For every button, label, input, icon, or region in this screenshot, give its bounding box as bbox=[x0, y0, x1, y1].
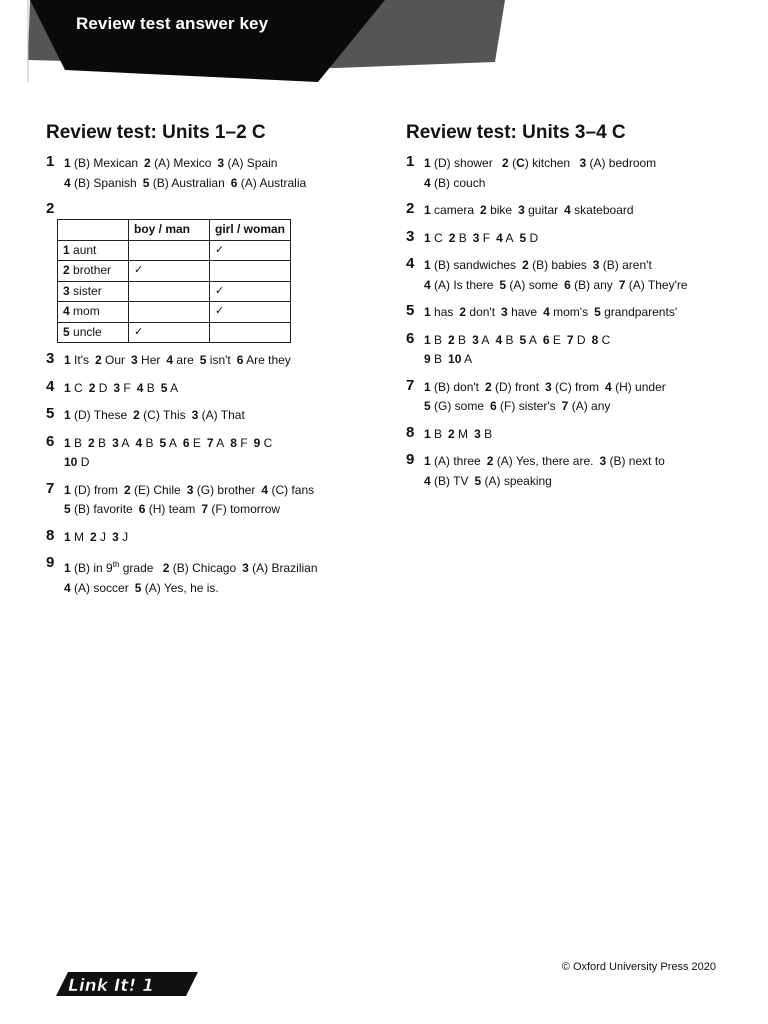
answer-number: 6 bbox=[230, 175, 238, 190]
row-label: 2 brother bbox=[58, 261, 129, 282]
answer-text: F bbox=[120, 380, 131, 395]
answer-number: 4 bbox=[135, 435, 143, 450]
answer-number: 7 bbox=[201, 502, 209, 516]
answer-text: (F) sister's bbox=[496, 399, 556, 413]
answer-line bbox=[424, 378, 736, 398]
answer-number: 4 bbox=[564, 203, 571, 217]
answer-text: A bbox=[167, 380, 179, 395]
answer-text: skateboard bbox=[570, 203, 634, 217]
answer-line bbox=[64, 406, 376, 426]
answer-number: 3 bbox=[545, 379, 552, 394]
answer-line bbox=[424, 350, 736, 370]
answer-number: 2 bbox=[144, 156, 151, 170]
answer-text: D bbox=[77, 455, 90, 469]
answer-text: (B) Australian bbox=[149, 175, 225, 190]
answer-line bbox=[64, 555, 376, 579]
answer-number: 2 bbox=[485, 379, 492, 394]
boy-cell bbox=[129, 240, 210, 261]
answer-number: 1 bbox=[64, 561, 71, 575]
answer-line bbox=[424, 256, 736, 276]
answer-number: 3 bbox=[472, 230, 480, 245]
question-6 bbox=[46, 434, 376, 473]
section-title-units-3-4: Review test: Units 3–4 C bbox=[406, 122, 626, 143]
question-number: 9 bbox=[46, 554, 55, 571]
answer-text: M bbox=[70, 529, 85, 544]
answer-number: 3 bbox=[472, 332, 479, 347]
table-row bbox=[58, 322, 291, 343]
answer-number: 6 bbox=[182, 435, 190, 450]
answer-number: 5 bbox=[519, 332, 527, 347]
answer-text: B bbox=[455, 230, 467, 245]
question-4 bbox=[46, 379, 376, 399]
answer-text: have bbox=[507, 305, 538, 319]
answer-number: 4 bbox=[166, 353, 174, 367]
answer-text: (B) sandwiches bbox=[430, 258, 517, 272]
answer-text: B bbox=[430, 426, 443, 441]
answer-number: 5 bbox=[424, 399, 431, 413]
answer-text: (B) Spanish bbox=[70, 175, 137, 190]
answer-text: (G) some bbox=[430, 399, 485, 413]
answer-text: C bbox=[260, 435, 273, 450]
answer-number: 2 bbox=[459, 305, 467, 319]
question-6 bbox=[406, 331, 736, 370]
answer-text: (A) They're bbox=[625, 277, 688, 292]
answer-text: B bbox=[430, 332, 443, 347]
answer-line bbox=[424, 472, 736, 492]
answer-text: (B) TV bbox=[430, 473, 469, 488]
answer-number: 10 bbox=[64, 455, 78, 469]
table-row bbox=[58, 302, 291, 323]
question-number: 6 bbox=[406, 329, 415, 347]
answer-text: (A) bedroom bbox=[586, 156, 657, 170]
question-2 bbox=[46, 201, 376, 343]
answer-number: 4 bbox=[424, 277, 431, 292]
table-row bbox=[58, 261, 291, 282]
answer-line bbox=[424, 229, 736, 249]
answer-text: C bbox=[430, 230, 443, 245]
answer-text: Are they bbox=[243, 353, 291, 367]
link-it-logo bbox=[50, 968, 200, 998]
answer-number: 3 bbox=[518, 203, 525, 217]
answer-number: 1 bbox=[64, 156, 71, 170]
answer-line bbox=[424, 276, 736, 296]
answer-text: guitar bbox=[524, 203, 559, 217]
girl-cell bbox=[210, 261, 291, 282]
answer-text: A bbox=[478, 332, 490, 347]
answer-number: 4 bbox=[424, 473, 431, 488]
answer-line bbox=[64, 379, 376, 399]
answer-text: bike bbox=[486, 203, 513, 217]
answer-number: 1 bbox=[424, 203, 431, 217]
answer-text: (A) any bbox=[568, 399, 611, 413]
answer-text: J bbox=[96, 529, 107, 544]
answer-text: B bbox=[430, 352, 443, 366]
answer-number: 2 bbox=[124, 482, 131, 497]
answer-text: F bbox=[236, 435, 248, 450]
answer-number: 9 bbox=[424, 352, 431, 366]
answer-line bbox=[424, 331, 736, 351]
answer-number: 5 bbox=[519, 230, 527, 245]
answer-line bbox=[64, 154, 376, 174]
answer-group bbox=[157, 561, 318, 575]
question-number: 5 bbox=[406, 302, 415, 319]
answer-line bbox=[64, 579, 376, 599]
answer-number: 4 bbox=[261, 482, 269, 497]
answer-number: 6 bbox=[564, 277, 571, 292]
answer-text: (B) in 9 bbox=[74, 561, 113, 575]
answer-number: 3 bbox=[501, 305, 508, 319]
question-number: 8 bbox=[46, 526, 55, 544]
answer-text: (A) some bbox=[506, 277, 559, 292]
answer-text: B bbox=[454, 332, 467, 347]
answer-number: 1 bbox=[64, 353, 71, 367]
answer-text: A bbox=[461, 352, 473, 366]
answer-number: 8 bbox=[591, 332, 599, 347]
answer-number: 1 bbox=[424, 258, 431, 272]
answer-number: 3 bbox=[592, 258, 600, 272]
column-header-boy: boy / man bbox=[129, 220, 210, 241]
question-3 bbox=[406, 229, 736, 249]
answer-number: 5 bbox=[499, 277, 507, 292]
boy-cell: ✓ bbox=[129, 261, 210, 282]
answer-number: 3 bbox=[599, 454, 607, 468]
answer-group bbox=[573, 156, 656, 170]
answer-text: grade bbox=[119, 561, 154, 575]
answer-text: (C) from bbox=[551, 379, 600, 394]
answer-text: E bbox=[549, 332, 561, 347]
answer-number: 1 bbox=[424, 379, 431, 394]
answer-text: isn't bbox=[206, 353, 231, 367]
row-label: 4 mom bbox=[58, 302, 129, 323]
answer-text: B bbox=[70, 435, 83, 450]
answer-number: 2 bbox=[88, 380, 96, 395]
row-label: 3 sister bbox=[58, 281, 129, 302]
answer-text: (A) soccer bbox=[70, 580, 129, 595]
question-number: 4 bbox=[46, 377, 55, 395]
answer-text: B bbox=[480, 426, 493, 441]
answer-text: D bbox=[573, 332, 586, 347]
answer-number: 10 bbox=[448, 352, 462, 366]
answer-text: J bbox=[118, 529, 129, 544]
answer-text: (B) aren't bbox=[599, 258, 652, 272]
question-number: 7 bbox=[406, 376, 415, 394]
answer-number: 5 bbox=[142, 175, 150, 190]
answer-number: 3 bbox=[217, 156, 225, 170]
girl-cell: ✓ bbox=[210, 240, 291, 261]
question-number: 3 bbox=[406, 227, 415, 245]
question-9 bbox=[46, 555, 376, 598]
answer-text: (G) brother bbox=[193, 482, 256, 497]
answer-number: 3 bbox=[191, 408, 199, 422]
question-8 bbox=[46, 528, 376, 548]
answer-text: (B) next to bbox=[606, 454, 665, 468]
answer-number: 4 bbox=[495, 332, 503, 347]
answer-text: M bbox=[454, 426, 469, 441]
answer-line bbox=[424, 154, 736, 174]
answer-line bbox=[424, 201, 736, 221]
answer-text: (A) Australia bbox=[237, 175, 307, 190]
answer-text: mom's bbox=[549, 305, 589, 319]
answer-line bbox=[424, 452, 736, 472]
boy-cell bbox=[129, 281, 210, 302]
answer-number: 3 bbox=[131, 353, 138, 367]
answer-number: 6 bbox=[138, 502, 146, 516]
question-4 bbox=[406, 256, 736, 295]
answer-text: C bbox=[70, 380, 83, 395]
answer-text: (F) tomorrow bbox=[208, 502, 281, 516]
answer-line bbox=[424, 397, 736, 417]
answer-text: Her bbox=[137, 353, 161, 367]
answer-number: 8 bbox=[230, 435, 237, 450]
answer-text: (D) shower bbox=[430, 156, 493, 170]
column-header-girl: girl / woman bbox=[210, 220, 291, 241]
answer-number: 2 bbox=[448, 332, 455, 347]
answer-text: grandparents' bbox=[600, 305, 678, 319]
answer-number: 6 bbox=[542, 332, 550, 347]
logo-text: Link It! 1 bbox=[68, 976, 154, 996]
question-1 bbox=[406, 154, 736, 193]
page-title: Review test answer key bbox=[76, 14, 269, 33]
question-number: 1 bbox=[406, 153, 415, 170]
answer-number: 1 bbox=[64, 435, 71, 450]
answer-text: (B) any bbox=[570, 277, 613, 292]
answer-line bbox=[64, 351, 376, 371]
question-3 bbox=[46, 351, 376, 371]
answer-table bbox=[57, 219, 291, 343]
answer-line bbox=[64, 174, 376, 194]
table-row bbox=[58, 281, 291, 302]
answer-number: 2 bbox=[502, 156, 509, 170]
question-5 bbox=[406, 303, 736, 323]
answer-text: (C) This bbox=[139, 408, 186, 422]
question-number: 7 bbox=[46, 479, 55, 497]
answer-text: (D) These bbox=[70, 408, 128, 422]
section-title-units-1-2: Review test: Units 1–2 C bbox=[46, 122, 266, 143]
answer-text: A bbox=[502, 230, 514, 245]
answer-line bbox=[64, 453, 376, 473]
answer-text: don't bbox=[466, 305, 496, 319]
answer-number: 4 bbox=[136, 380, 144, 395]
answer-number: 6 bbox=[236, 353, 244, 367]
row-label: 1 aunt bbox=[58, 240, 129, 261]
answer-line bbox=[64, 528, 376, 548]
boy-cell: ✓ bbox=[129, 322, 210, 343]
answer-number: 4 bbox=[605, 379, 612, 394]
answer-text: B bbox=[143, 380, 155, 395]
answer-number: 2 bbox=[522, 258, 529, 272]
answer-text: (A) Is there bbox=[430, 277, 494, 292]
answer-text: (D) from bbox=[70, 482, 119, 497]
answer-text: E bbox=[189, 435, 201, 450]
answer-text: B bbox=[142, 435, 154, 450]
answer-number: 4 bbox=[543, 305, 550, 319]
answer-number: 7 bbox=[561, 399, 569, 413]
answer-number: 4 bbox=[64, 175, 71, 190]
question-number: 5 bbox=[46, 405, 55, 422]
answer-line bbox=[424, 174, 736, 194]
answer-number: 1 bbox=[424, 156, 431, 170]
answer-text: (A) three bbox=[430, 454, 481, 468]
question-9 bbox=[406, 452, 736, 491]
answer-number: 2 bbox=[448, 230, 456, 245]
answer-text: are bbox=[173, 353, 194, 367]
answer-text: B bbox=[94, 435, 107, 450]
question-number: 2 bbox=[406, 200, 415, 217]
answer-number: 1 bbox=[424, 230, 431, 245]
answer-text: (C) fans bbox=[268, 482, 315, 497]
girl-cell: ✓ bbox=[210, 302, 291, 323]
copyright-notice: © Oxford University Press 2020 bbox=[561, 961, 716, 973]
answer-number: 3 bbox=[113, 380, 121, 395]
answer-line bbox=[424, 425, 736, 445]
answer-text: A bbox=[166, 435, 177, 450]
answer-number: 3 bbox=[186, 482, 194, 497]
question-number: 6 bbox=[46, 432, 55, 450]
answer-text: (H) under bbox=[611, 379, 666, 394]
answer-number: 5 bbox=[64, 502, 71, 516]
answer-text: has bbox=[430, 305, 454, 319]
table-corner bbox=[58, 220, 129, 241]
question-number: 3 bbox=[46, 350, 55, 367]
answer-text: F bbox=[479, 230, 491, 245]
answer-text: (E) Chile bbox=[130, 482, 181, 497]
question-number: 9 bbox=[406, 451, 415, 468]
answer-line bbox=[64, 434, 376, 454]
row-label: 5 uncle bbox=[58, 322, 129, 343]
answer-number: 3 bbox=[112, 529, 119, 544]
answer-number: 7 bbox=[206, 435, 214, 450]
answer-number: 5 bbox=[159, 435, 167, 450]
answer-text: (A) Brazilian bbox=[248, 561, 318, 575]
answer-text: D bbox=[526, 230, 539, 245]
answer-text: (B) babies bbox=[528, 258, 587, 272]
answer-number: 7 bbox=[566, 332, 574, 347]
question-number: 1 bbox=[46, 153, 55, 170]
question-1 bbox=[46, 154, 376, 193]
answer-text: It's bbox=[70, 353, 89, 367]
answer-number: 7 bbox=[618, 277, 626, 292]
girl-cell: ✓ bbox=[210, 281, 291, 302]
answer-number: 2 bbox=[448, 426, 455, 441]
answer-number: 1 bbox=[64, 482, 71, 497]
answer-number: 2 bbox=[480, 203, 487, 217]
answer-text: C bbox=[598, 332, 611, 347]
answer-line bbox=[64, 500, 376, 520]
answer-text: A bbox=[118, 435, 130, 450]
answer-text: (B) couch bbox=[430, 175, 486, 190]
answer-text: ( bbox=[512, 156, 517, 170]
answer-text: Our bbox=[101, 353, 126, 367]
answer-text: ) kitchen bbox=[524, 156, 571, 170]
answer-number: 9 bbox=[253, 435, 261, 450]
right-column bbox=[406, 122, 736, 499]
question-2 bbox=[406, 201, 736, 221]
answer-text: A bbox=[526, 332, 537, 347]
answer-text: B bbox=[502, 332, 514, 347]
answer-text: (B) favorite bbox=[70, 502, 133, 516]
question-7 bbox=[46, 481, 376, 520]
question-number: 4 bbox=[406, 255, 415, 272]
answer-text: (B) don't bbox=[430, 379, 479, 394]
answer-number: 5 bbox=[594, 305, 601, 319]
answer-number: 3 bbox=[579, 156, 587, 170]
answer-letter: C bbox=[516, 156, 525, 170]
answer-number: 2 bbox=[88, 435, 95, 450]
answer-number: 4 bbox=[64, 580, 71, 595]
answer-text: (D) front bbox=[491, 379, 540, 394]
answer-number: 5 bbox=[160, 380, 168, 395]
answer-number: 1 bbox=[64, 529, 71, 544]
answer-number: 6 bbox=[490, 399, 497, 413]
answer-number: 2 bbox=[162, 561, 170, 575]
question-number: 2 bbox=[46, 200, 55, 217]
answer-number: 4 bbox=[424, 175, 431, 190]
answer-number: 4 bbox=[496, 230, 503, 245]
superscript: th bbox=[112, 560, 120, 569]
left-column bbox=[46, 122, 376, 606]
answer-number: 1 bbox=[424, 332, 431, 347]
girl-cell bbox=[210, 322, 291, 343]
answer-number: 5 bbox=[474, 473, 482, 488]
answer-line bbox=[424, 303, 736, 323]
answer-text: (A) That bbox=[198, 408, 245, 422]
answer-number: 3 bbox=[112, 435, 119, 450]
answer-text: (A) Spain bbox=[224, 156, 278, 170]
answer-text: (A) Mexico bbox=[150, 156, 212, 170]
answer-number: 1 bbox=[424, 305, 431, 319]
answer-number: 3 bbox=[242, 561, 249, 575]
answer-number: 1 bbox=[64, 380, 71, 395]
answer-text: (H) team bbox=[145, 502, 196, 516]
answer-number: 2 bbox=[94, 353, 102, 367]
answer-text: (A) Yes, there are. bbox=[493, 454, 594, 468]
question-8 bbox=[406, 425, 736, 445]
answer-text: D bbox=[95, 380, 108, 395]
answer-number: 2 bbox=[486, 454, 494, 468]
question-number: 8 bbox=[406, 423, 415, 441]
answer-number: 5 bbox=[134, 580, 142, 595]
boy-cell bbox=[129, 302, 210, 323]
answer-text: (A) speaking bbox=[481, 473, 552, 488]
answer-text: (B) Mexican bbox=[70, 156, 139, 170]
answer-text: (B) Chicago bbox=[169, 561, 237, 575]
answer-number: 2 bbox=[133, 408, 140, 422]
table-row bbox=[58, 240, 291, 261]
answer-number: 2 bbox=[90, 529, 97, 544]
answer-number: 1 bbox=[424, 426, 431, 441]
answer-number: 1 bbox=[424, 454, 431, 468]
question-5 bbox=[46, 406, 376, 426]
question-7 bbox=[406, 378, 736, 417]
answer-group bbox=[424, 156, 493, 170]
answer-number: 1 bbox=[64, 408, 71, 422]
answer-number: 3 bbox=[474, 426, 481, 441]
answer-text: (A) Yes, he is. bbox=[141, 580, 219, 595]
answer-text: camera bbox=[430, 203, 475, 217]
answer-line bbox=[64, 481, 376, 501]
answer-text: A bbox=[213, 435, 225, 450]
answer-number: 5 bbox=[199, 353, 207, 367]
